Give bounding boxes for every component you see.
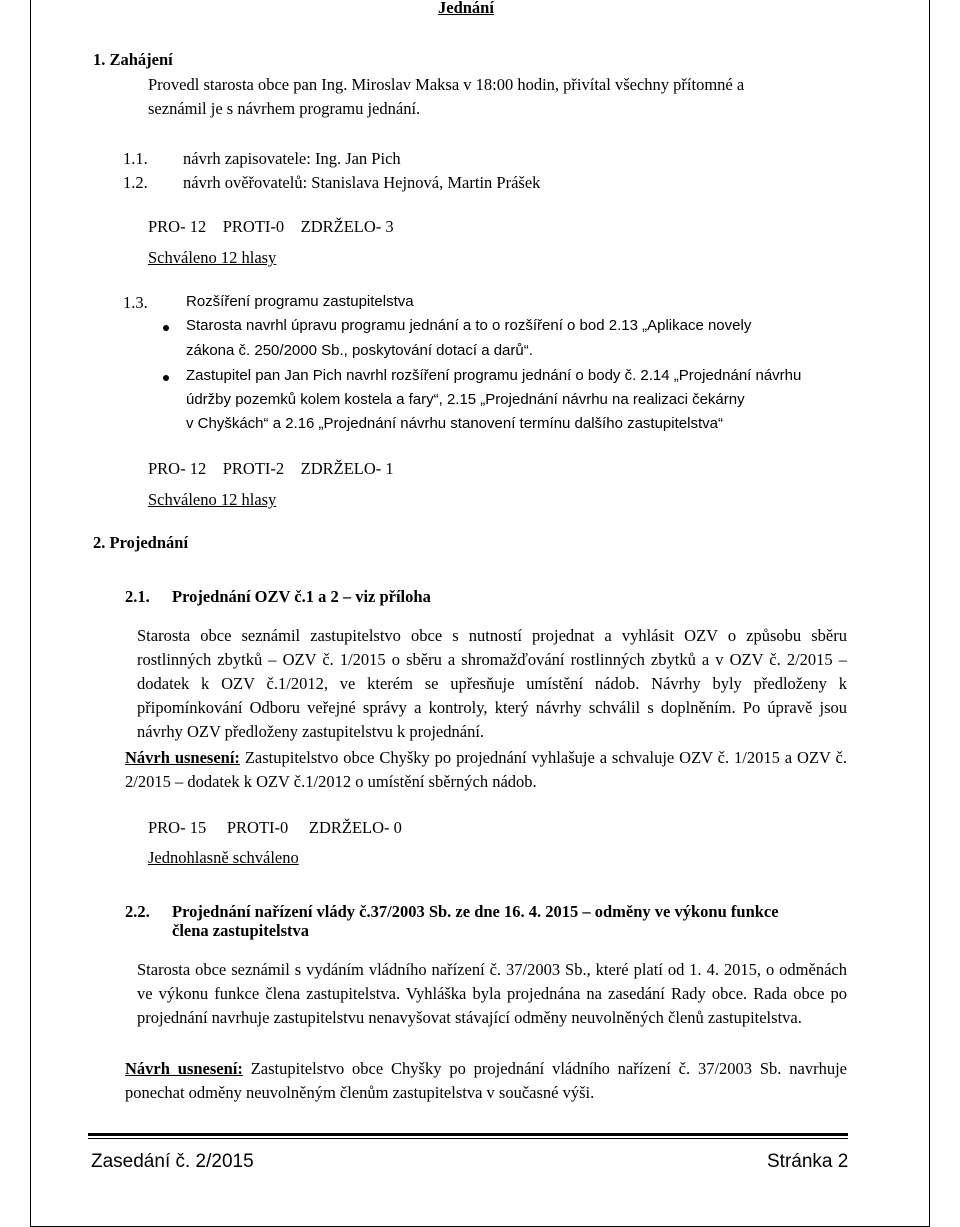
footer-rule-thin (88, 1138, 848, 1139)
result-line-2: Schváleno 12 hlasy (148, 490, 277, 509)
footer-page-number: Stránka 2 (767, 1151, 849, 1172)
bullet-icon (163, 325, 169, 331)
footer-rule (88, 1133, 848, 1136)
item-1-2-number: 1.2. (123, 173, 148, 192)
result-line-3: Jednohlasně schváleno (148, 848, 299, 867)
item-2-1-number: 2.1. (125, 587, 150, 606)
footer-meeting-label: Zasedání č. 2/2015 (91, 1151, 254, 1172)
proposal-text: Zastupitelstvo obce Chyšky po projednání vládního nařízení č. 37/2003 Sb. navrhuje ponechat odměny neuvolněným členům zastupitelstva v současné výši. (125, 1059, 848, 1102)
item-2-2-title-line-1: Projednání nařízení vlády č.37/2003 Sb. ze dne 16. 4. 2015 – odměny ve výkonu funkce (172, 902, 779, 921)
bullet-1-line-2: zákona č. 250/2000 Sb., poskytování dotací a darů“. (186, 342, 533, 359)
vote-line-3: PRO- 15 PROTI-0 ZDRŽELO- 0 (148, 818, 402, 837)
item-2-2-title-line-2: člena zastupitelstva (172, 921, 310, 940)
proposal-label: Návrh usnesení: (125, 748, 240, 767)
item-1-3-text: Rozšíření programu zastupitelstva (186, 293, 414, 310)
intro-line-1: Provedl starosta obce pan Ing. Miroslav Maksa v 18:00 hodin, přivítal všechny přítomné a (148, 75, 745, 94)
bullet-2-line-1: Zastupitel pan Jan Pich navrhl rozšíření programu jednání o body č. 2.14 „Projednání návrhu (186, 367, 802, 384)
result-line-1: Schváleno 12 hlasy (148, 248, 277, 267)
bullet-1-line-1: Starosta navrhl úpravu programu jednání a to o rozšíření o bod 2.13 „Aplikace novely (186, 317, 752, 334)
item-2-1-title: Projednání OZV č.1 a 2 – viz příloha (172, 587, 431, 606)
paragraph-2-1: Starosta obce seznámil zastupitelstvo obce s nutností projednat a vyhlásit OZV o způsobu sběru rostlinných zbytků – OZV č. 1/2015 o sběru a shromažďování rostlinných zbytků a v OZV č. 2/2015 – dodatek k OZV č.1/2012, ve kterém se upřesňuje umístění nádob. Návrhy byly předloženy k připomínkování Odboru veřejné správy a kontroly, který návrhy schválil s doplněním. Po úpravě jsou návrhy OZV předloženy zastupitelstvu k projednání. (137, 626, 847, 741)
proposal-2-1 (125, 746, 847, 794)
bullet-2-line-3: v Chyškách“ a 2.16 „Projednání návrhu stanovení termínu dalšího zastupitelstva“ (186, 415, 723, 432)
proposal-text: Zastupitelstvo obce Chyšky po projednání vyhlašuje a schvaluje OZV č. 1/2015 a OZV č. 2/2015 – dodatek k OZV č.1/2012 o umístění sběrných nádob. (125, 748, 847, 791)
proposal-label: Návrh usnesení: (125, 1059, 243, 1078)
page-heading: Jednání (438, 0, 494, 17)
section-1-title: 1. Zahájení (93, 50, 173, 69)
vote-line-2: PRO- 12 PROTI-2 ZDRŽELO- 1 (148, 459, 394, 478)
item-1-1-text: návrh zapisovatele: Ing. Jan Pich (183, 149, 401, 168)
paragraph-2-2: Starosta obce seznámil s vydáním vládního nařízení č. 37/2003 Sb., které platí od 1. 4. 2015, o odměnách ve výkonu funkce člena zastupitelstva. Vyhláška byla projednána na zasedání Rady obce. Rada obce po projednání navrhuje zastupitelstvu nenavyšovat stávající odměny neuvolněných členů zastupitelstva. (137, 960, 847, 1027)
item-1-3-number: 1.3. (123, 293, 148, 312)
section-2-title: 2. Projednání (93, 533, 189, 552)
proposal-2-2 (125, 1057, 847, 1105)
vote-line-1: PRO- 12 PROTI-0 ZDRŽELO- 3 (148, 217, 394, 236)
bullet-icon (163, 375, 169, 381)
item-1-2-text: návrh ověřovatelů: Stanislava Hejnová, Martin Prášek (183, 173, 541, 192)
intro-line-2: seznámil je s návrhem programu jednání. (148, 99, 421, 118)
item-2-2-number: 2.2. (125, 902, 150, 921)
bullet-2-line-2: údržby pozemků kolem kostela a fary“, 2.15 „Projednání návrhu na realizaci čekárny (186, 391, 745, 408)
item-1-1-number: 1.1. (123, 149, 148, 168)
